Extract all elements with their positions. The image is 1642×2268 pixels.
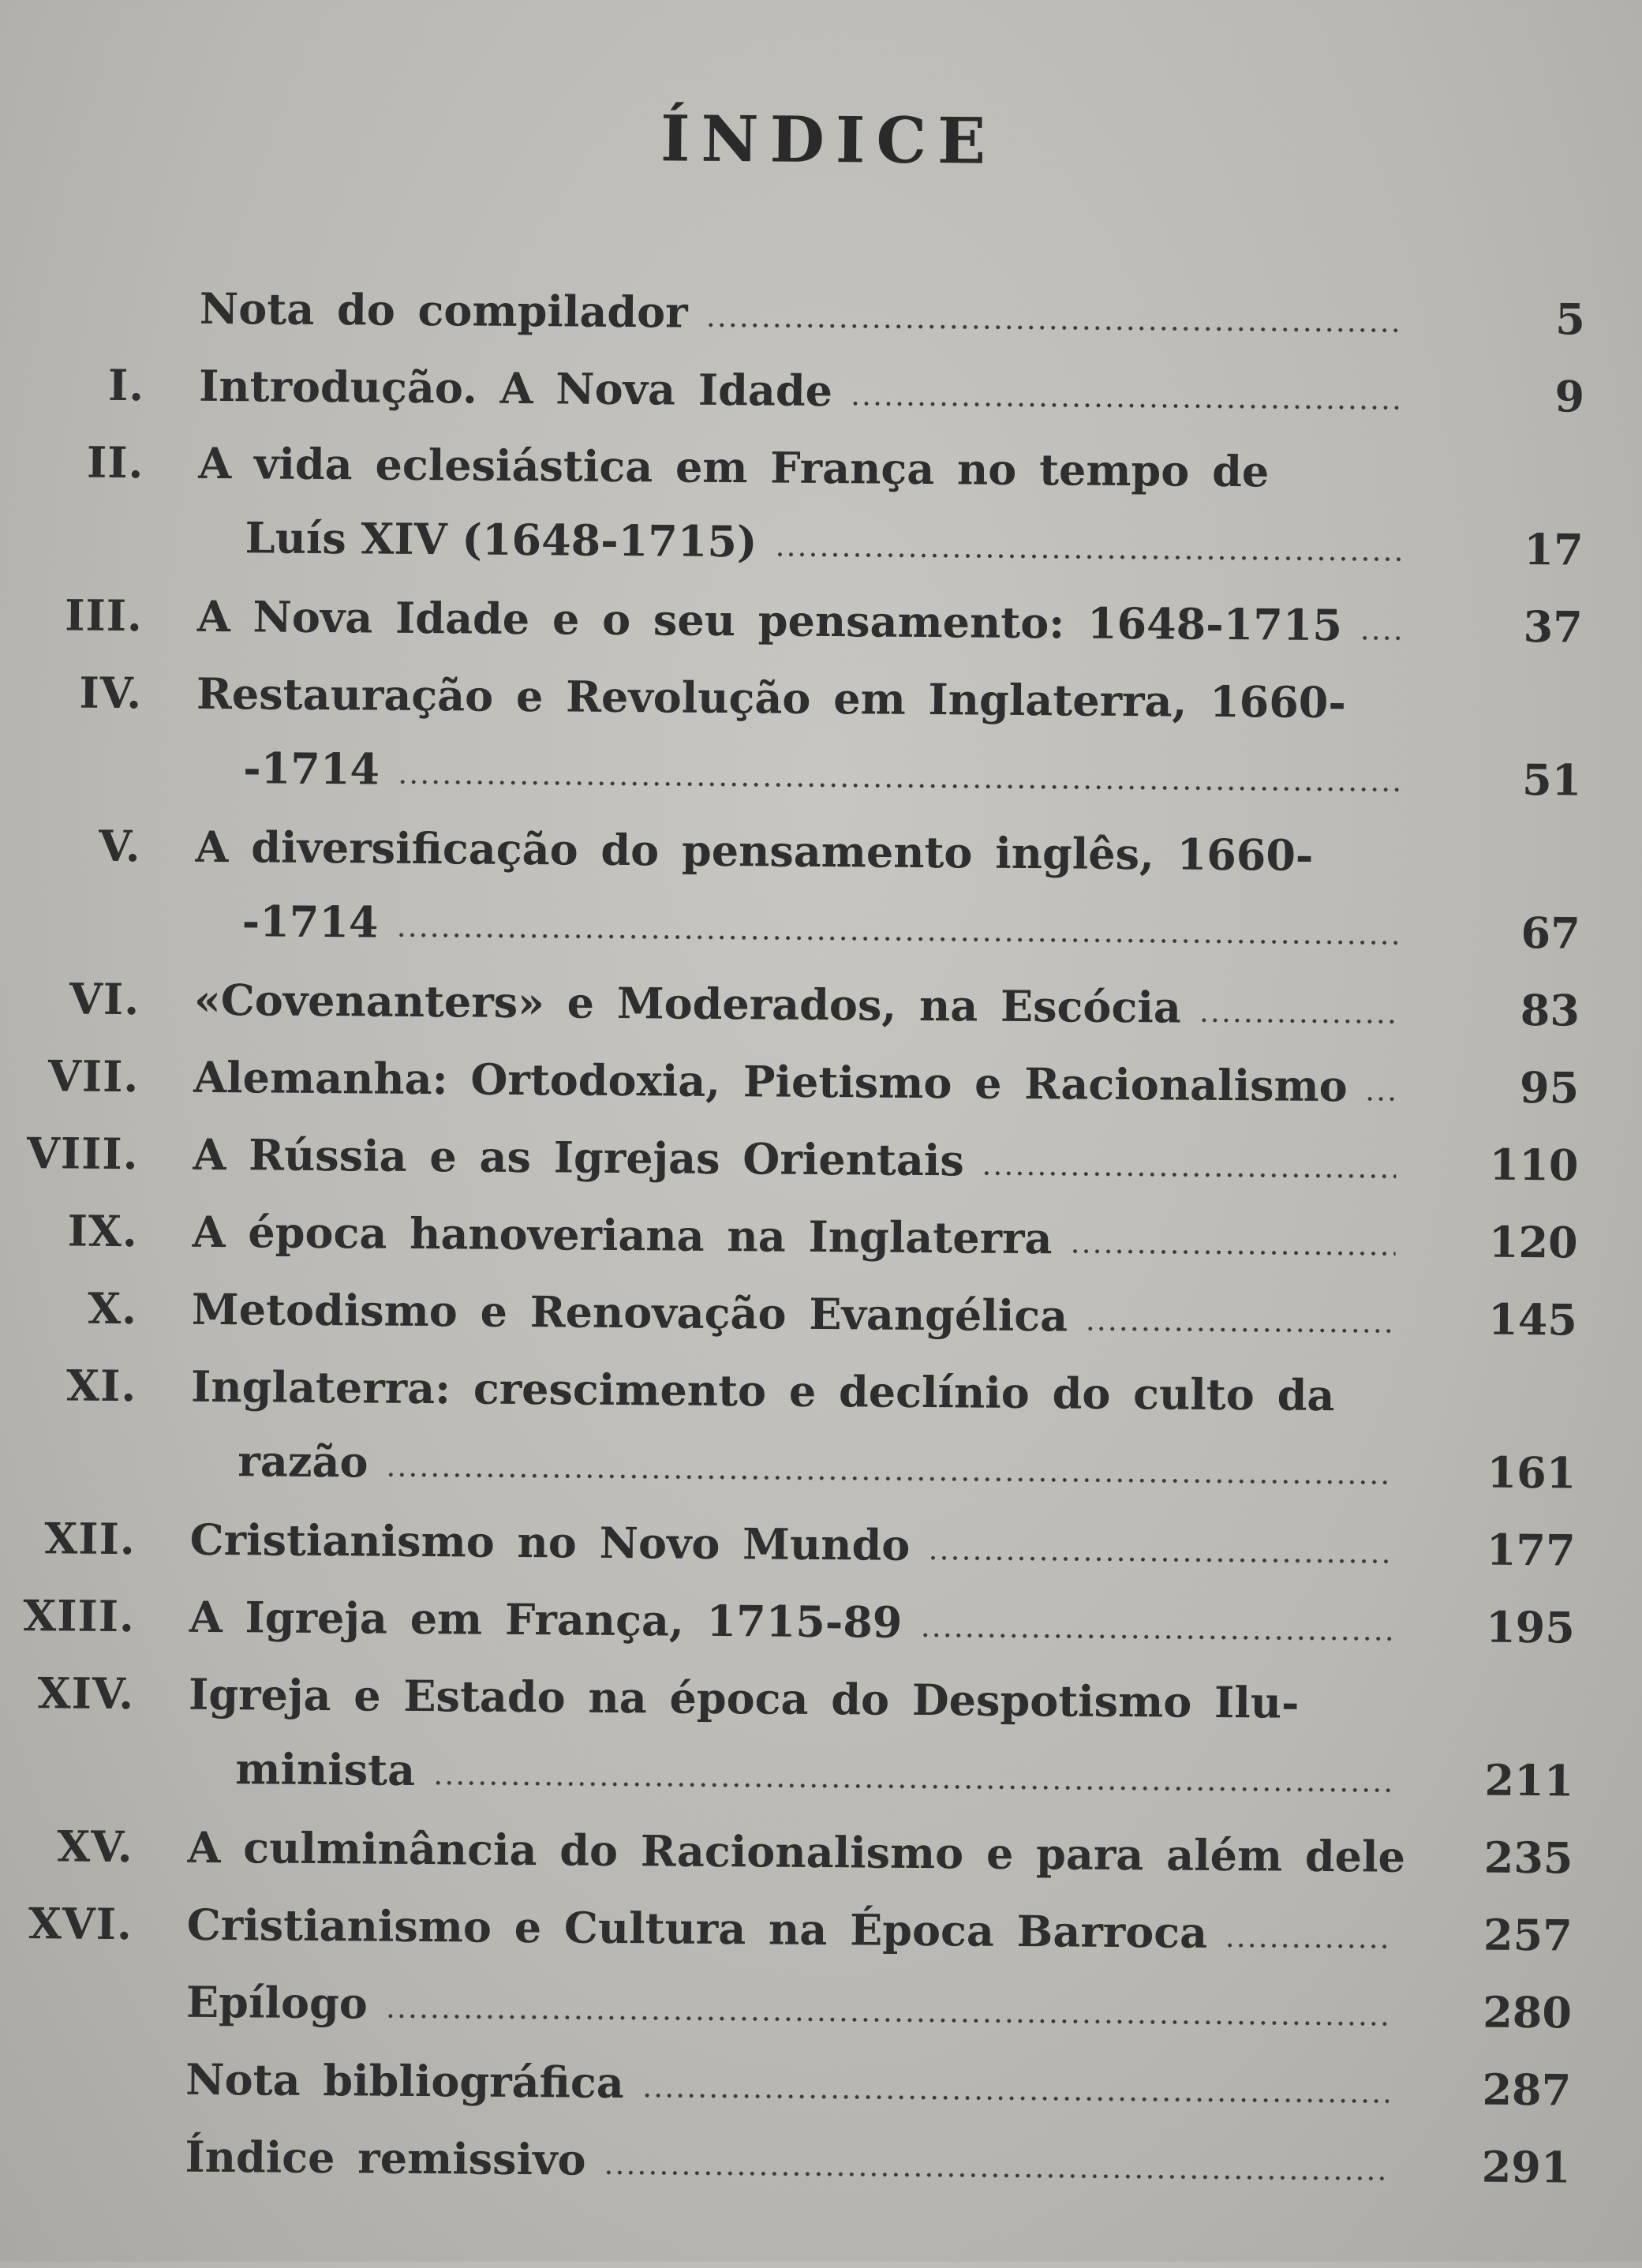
- dot-leader: [774, 552, 1401, 562]
- chapter-title: [196, 579, 1401, 663]
- chapter-title-text: A Igreja em França, 1715-89: [189, 1580, 903, 1660]
- chapter-title: [196, 657, 1400, 814]
- chapter-title-text: A Nova Idade e o seu pensamento: 1648-1715: [196, 579, 1342, 662]
- chapter-title-text: minista: [235, 1731, 415, 1807]
- dot-leader: [850, 401, 1402, 410]
- dot-leader: [641, 2093, 1390, 2103]
- chapter-title-text: Inglaterra: crescimento e declínio do culto da: [191, 1349, 1335, 1432]
- page-number: 83: [1469, 972, 1580, 1047]
- chapter-title-line: [198, 426, 1402, 510]
- chapter-number: XII.: [0, 1501, 136, 1576]
- chapter-title-text: Igreja e Estado na época do Despotismo Ilu-: [189, 1657, 1300, 1740]
- chapter-title: [185, 2120, 1389, 2203]
- chapter-title-text: Nota do compilador: [200, 271, 688, 350]
- chapter-title-text: A época hanoveriana na Inglaterra: [192, 1195, 1053, 1276]
- chapter-title-line: [190, 1424, 1394, 1507]
- chapter-title-line: [186, 1965, 1390, 2049]
- dot-leader: [432, 1780, 1391, 1793]
- page-number: 17: [1472, 511, 1584, 586]
- chapter-title: [194, 963, 1398, 1046]
- chapter-title-line: [200, 271, 1404, 355]
- chapter-title: [188, 1657, 1392, 1815]
- chapter-title-text: Luís XIV (1648-1715): [245, 500, 757, 578]
- toc-entry: [0, 1039, 1642, 1125]
- chapter-title-line: [189, 1580, 1393, 1664]
- chapter-title: [190, 1349, 1394, 1507]
- toc-entry: [6, 270, 1642, 283]
- chapter-title-line: [186, 1888, 1390, 1971]
- toc-entry: [3, 578, 1642, 664]
- chapter-number: VIII.: [0, 1116, 139, 1191]
- page-number: 257: [1461, 1897, 1573, 1972]
- chapter-title: [194, 810, 1398, 967]
- toc-entry: [5, 425, 1642, 511]
- toc-entry: [3, 655, 1642, 742]
- chapter-title-line: [189, 1503, 1393, 1586]
- page-number: 195: [1464, 1589, 1575, 1664]
- chapter-number: [0, 2118, 131, 2119]
- chapter-number: X.: [0, 1271, 137, 1345]
- chapter-number: [0, 1963, 132, 1964]
- chapter-number: VII.: [0, 1039, 140, 1113]
- chapter-title: [193, 1040, 1397, 1124]
- toc-entry: [0, 1578, 1638, 1665]
- page-number: 145: [1467, 1282, 1578, 1357]
- chapter-title-line: [196, 579, 1401, 663]
- table-of-contents: [6, 270, 1642, 283]
- dot-leader: [705, 323, 1402, 333]
- page-number: 177: [1464, 1512, 1576, 1587]
- chapter-title-line: [192, 1272, 1396, 1356]
- chapter-title-line: [194, 963, 1398, 1046]
- chapter-title: [187, 1810, 1391, 1894]
- chapter-number: IX.: [0, 1193, 138, 1268]
- chapter-title-line: [192, 1195, 1396, 1278]
- page-number: 235: [1462, 1820, 1573, 1895]
- toc-entry: [6, 347, 1642, 434]
- chapter-title: [192, 1195, 1396, 1278]
- page-number: 95: [1468, 1050, 1580, 1125]
- chapter-title-line: [193, 1117, 1397, 1201]
- chapter-title-text: A Rússia e as Igrejas Orientais: [193, 1117, 964, 1198]
- page-number: 5: [1474, 281, 1585, 356]
- chapter-number: II.: [5, 425, 144, 500]
- page-number: 287: [1461, 2052, 1572, 2127]
- chapter-title-text: Epílogo: [186, 1965, 368, 2041]
- toc-entry: [0, 1348, 1640, 1435]
- chapter-title-line: [185, 2042, 1390, 2126]
- chapter-title-line: [187, 1810, 1391, 1894]
- dot-leader: [397, 780, 1399, 792]
- chapter-title-line: [188, 1731, 1392, 1815]
- chapter-title-text: Alemanha: Ortodoxia, Pietismo e Racionalismo: [193, 1040, 1348, 1123]
- chapter-title: [192, 1272, 1396, 1356]
- page-number: 161: [1465, 1435, 1577, 1510]
- chapter-number: V.: [2, 808, 141, 883]
- dot-leader: [1199, 1018, 1397, 1024]
- chapter-title-line: [196, 731, 1400, 814]
- chapter-title-text: A diversificação do pensamento inglês, 1660-: [195, 810, 1314, 893]
- dot-leader: [919, 1633, 1392, 1641]
- chapter-title: [189, 1580, 1393, 1664]
- toc-entry: [0, 1809, 1636, 1896]
- chapter-title: [197, 426, 1401, 584]
- dot-leader: [1225, 1943, 1390, 1949]
- chapter-title-line: [196, 657, 1401, 740]
- chapter-title-line: [199, 349, 1403, 432]
- chapter-title-text: Introdução. A Nova Idade: [199, 349, 833, 428]
- page-number: 280: [1461, 1974, 1573, 2049]
- toc-entry: [1, 961, 1642, 1048]
- chapter-title: [200, 271, 1404, 355]
- chapter-title: [186, 1965, 1390, 2049]
- page-number: 291: [1460, 2129, 1571, 2204]
- chapter-number: [0, 2041, 132, 2042]
- chapter-number: III.: [3, 578, 143, 653]
- page-number: 51: [1471, 742, 1582, 817]
- chapter-number: IV.: [3, 655, 143, 730]
- chapter-title-line: [197, 500, 1401, 584]
- chapter-number: I.: [6, 347, 145, 422]
- toc-entry: [0, 1656, 1637, 1742]
- chapter-title-text: Índice remissivo: [185, 2120, 586, 2197]
- dot-leader: [927, 1555, 1393, 1564]
- dot-leader: [1085, 1327, 1395, 1334]
- chapter-title-text: «Covenanters» e Moderados, na Escócia: [194, 963, 1182, 1045]
- page-number: 110: [1468, 1127, 1579, 1202]
- page-number: 9: [1474, 358, 1585, 433]
- chapter-title: [199, 349, 1403, 432]
- chapter-title-line: [195, 810, 1399, 893]
- chapter-title-text: Cristianismo e Cultura na Época Barroca: [186, 1888, 1207, 1970]
- toc-entry: [0, 1501, 1639, 1588]
- chapter-title-line: [193, 1040, 1397, 1124]
- chapter-title-text: Cristianismo no Novo Mundo: [189, 1503, 910, 1582]
- dot-leader: [1069, 1248, 1395, 1256]
- toc-entry: [0, 1116, 1642, 1203]
- chapter-title: [186, 1888, 1390, 1971]
- chapter-title-text: razão: [238, 1424, 368, 1499]
- chapter-title-text: Restauração e Revolução em Inglaterra, 1660-: [196, 657, 1346, 739]
- page-number: 37: [1472, 589, 1583, 664]
- chapter-number: XIII.: [0, 1578, 135, 1653]
- page-number: 67: [1469, 895, 1580, 970]
- dot-leader: [385, 2014, 1390, 2027]
- chapter-title: [185, 2042, 1390, 2126]
- chapter-number: XV.: [0, 1809, 133, 1884]
- chapter-title-line: [194, 884, 1398, 967]
- page-title: ÍNDICE: [7, 96, 1642, 183]
- dot-leader: [603, 2170, 1388, 2181]
- toc-entry: [2, 808, 1642, 895]
- chapter-title-text: Metodismo e Renovação Evangélica: [192, 1272, 1068, 1353]
- dot-leader: [1360, 635, 1401, 640]
- page-number: 120: [1467, 1204, 1578, 1279]
- chapter-number: VI.: [1, 961, 140, 1036]
- dot-leader: [982, 1171, 1397, 1179]
- dot-leader: [385, 1473, 1393, 1485]
- chapter-title-text: Nota bibliográfica: [185, 2042, 624, 2120]
- toc-entry: [0, 1271, 1640, 1357]
- page-number: 211: [1463, 1742, 1574, 1817]
- chapter-number: XIV.: [0, 1656, 134, 1731]
- chapter-title-text: -1714: [241, 884, 378, 959]
- toc-entry: [0, 1193, 1641, 1280]
- chapter-title: [189, 1503, 1393, 1586]
- chapter-title-line: [191, 1349, 1395, 1433]
- chapter-title: [193, 1117, 1397, 1201]
- chapter-title-line: [189, 1657, 1393, 1741]
- chapter-number: XI.: [0, 1348, 137, 1423]
- dot-leader: [395, 933, 1397, 945]
- toc-entry: [0, 1886, 1636, 1973]
- chapter-title-text: A vida eclesiástica em França no tempo de: [198, 426, 1270, 509]
- chapter-number: [6, 270, 145, 271]
- chapter-title-text: A culminância do Racionalismo e para além dele: [187, 1810, 1405, 1894]
- dot-leader: [1365, 1096, 1397, 1101]
- chapter-title-line: [185, 2120, 1389, 2203]
- chapter-number: XVI.: [0, 1886, 133, 1961]
- chapter-title-text: -1714: [243, 731, 380, 806]
